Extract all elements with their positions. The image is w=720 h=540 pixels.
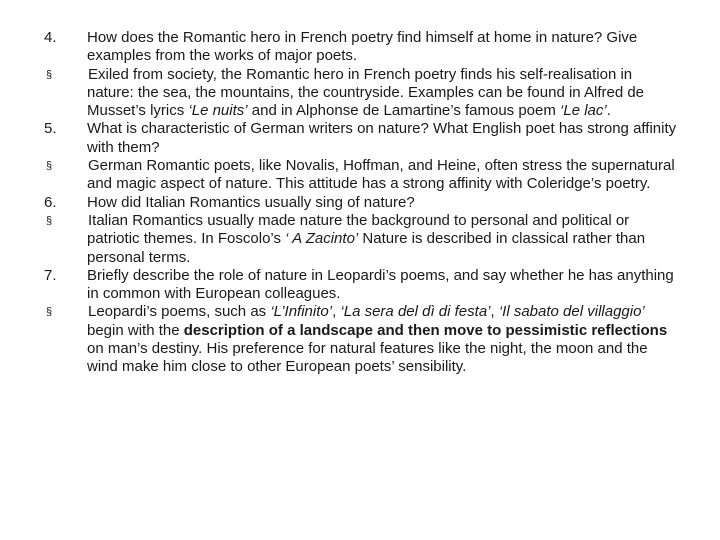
list-item-question-7 <box>44 267 680 304</box>
poem-title: ‘Il sabato del villaggio’ <box>498 303 645 321</box>
poem-title: ‘Le lac’ <box>560 102 607 120</box>
emphasized-phrase: description of a landscape and then move to pessimistic reflections <box>183 321 668 339</box>
answer-segment: Nature is described in classical rather than personal terms. <box>87 230 646 266</box>
question-text: How does the Romantic hero in French poetry find himself at home in nature? Give examples from the works of major poets. <box>87 29 638 65</box>
poem-title: ‘L’Infinito’ <box>270 303 333 321</box>
answer-segment: , <box>490 303 499 321</box>
answer-segment: Exiled from society, the Romantic hero in French poetry finds his self-realisation in nature: the sea, the mountains, the countryside. Examples can be found in Alfred de Musset’s lyrics <box>87 65 645 120</box>
list-item-question-5 <box>44 120 680 157</box>
answer-text <box>87 303 680 376</box>
answer-segment: and in Alphonse de Lamartine’s famous poem <box>247 102 561 120</box>
item-number: 7. <box>44 266 57 284</box>
item-number: 4. <box>44 29 57 46</box>
answer-segment: Leopardi’s poems, such as <box>88 303 271 321</box>
answer-text <box>87 212 680 267</box>
bullet-icon: § <box>46 214 53 227</box>
item-number: 5. <box>44 120 57 138</box>
poem-title: ‘Le nuits’ <box>188 102 248 120</box>
list-item-question-4 <box>44 29 680 66</box>
list-item-answer-5 <box>44 157 680 194</box>
bullet-icon: § <box>46 68 53 81</box>
poem-title: ‘ A Zacinto’ <box>285 230 359 248</box>
list-item-question-6 <box>44 194 680 212</box>
answer-segment: . <box>606 102 611 120</box>
answer-text <box>87 66 680 121</box>
answer-segment: , <box>332 303 341 321</box>
qa-list <box>44 29 680 377</box>
answer-segment: begin with the <box>87 321 184 339</box>
answer-text: German Romantic poets, like Novalis, Hoffman, and Heine, often stress the supernatural and magic aspect of nature. This attitude has a strong affinity with Coleridge’s poetry. <box>87 157 675 193</box>
bullet-icon: § <box>46 160 53 173</box>
list-item-answer-4 <box>44 66 680 121</box>
answer-segment: Italian Romantics usually made nature the background to personal and political or patriotic themes. In Foscolo’s <box>87 211 630 248</box>
question-text: How did Italian Romantics usually sing of nature? <box>87 193 415 211</box>
poem-title: ‘La sera del dì di festa’ <box>340 303 491 321</box>
question-text: What is characteristic of German writers on nature? What English poet has strong affinity with them? <box>87 120 677 156</box>
list-item-answer-6 <box>44 212 680 267</box>
bullet-icon: § <box>46 306 53 319</box>
item-number: 6. <box>44 193 57 211</box>
answer-segment: on man’s destiny. His preference for natural features like the night, the moon and the wind make him close to other European poets’ sensibility. <box>87 340 648 376</box>
list-item-answer-7 <box>44 303 680 376</box>
question-text: Briefly describe the role of nature in Leopardi’s poems, and say whether he has anything in common with European colleagues. <box>87 266 674 303</box>
